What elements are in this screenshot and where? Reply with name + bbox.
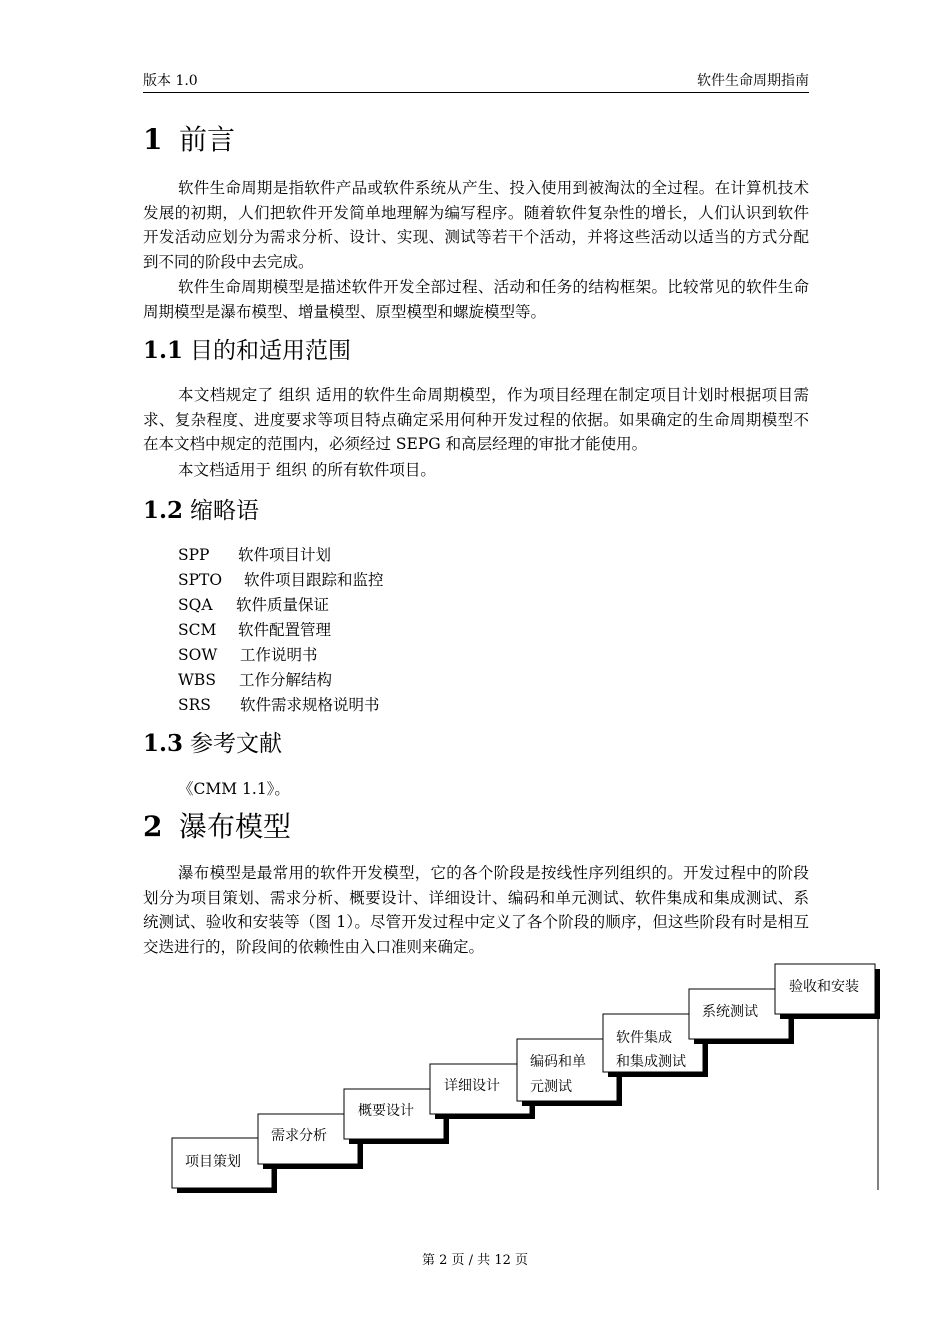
abbreviation: SPP xyxy=(178,546,210,564)
paragraph: 本文档规定了 组织 适用的软件生命周期模型，作为项目经理在制定项目计划时根据项目需求、复杂程度、进度要求等项目特点确定采用何种开发过程的依据。如果确定的生命周期模型不在本文档中规定的范围内，必须经过 SEPG 和高层经理的审批才能使用。 xyxy=(143,386,809,454)
paragraph: 软件生命周期是指软件产品或软件系统从产生、投入使用到被淘汰的全过程。在计算机技术发展的初期，人们把软件开发简单地理解为编写程序。随着软件复杂性的增长，人们认识到软件开发活动应划分为需求分析、设计、实现、测试等若干个活动，并将这些活动以适当的方式分配到不同的阶段中去完成。 xyxy=(143,179,809,272)
step-label: 项目策划 xyxy=(185,1154,241,1170)
abbreviation: SRS xyxy=(178,696,211,714)
abbreviation-meaning: 软件项目跟踪和监控 xyxy=(244,571,384,589)
step-label: 编码和单 xyxy=(530,1054,586,1070)
page-footer: 第 2 页 / 共 12 页 xyxy=(422,1253,528,1268)
section-number: 1.1 xyxy=(143,337,184,364)
section-title: 瀑布模型 xyxy=(179,810,292,843)
reference-item: 《CMM 1.1》。 xyxy=(178,780,290,798)
waterfall-step xyxy=(775,964,880,1019)
abbreviation: WBS xyxy=(178,671,216,689)
abbreviation-meaning: 软件项目计划 xyxy=(238,546,332,564)
step-label: 详细设计 xyxy=(444,1078,500,1094)
abbreviation-meaning: 软件质量保证 xyxy=(236,596,330,614)
section-title: 参考文献 xyxy=(190,731,282,757)
document-title: 软件生命周期指南 xyxy=(697,73,809,89)
abbreviation-meaning: 工作说明书 xyxy=(240,646,318,664)
section-number: 1 xyxy=(143,123,163,156)
step-label: 概要设计 xyxy=(358,1103,414,1119)
scope-line: 本文档适用于 组织 的所有软件项目。 xyxy=(178,461,436,479)
abbreviation: SPTO xyxy=(178,571,223,589)
version-label: 版本 1.0 xyxy=(143,73,198,89)
section-title: 缩略语 xyxy=(190,498,259,524)
section-number: 1.3 xyxy=(143,730,184,757)
step-label: 元测试 xyxy=(530,1079,572,1095)
section-title: 前言 xyxy=(179,123,236,156)
section-number: 1.2 xyxy=(143,497,184,524)
section-number: 2 xyxy=(143,810,163,843)
step-label: 系统测试 xyxy=(702,1004,758,1020)
abbreviation: SQA xyxy=(178,596,213,614)
abbreviation-meaning: 软件配置管理 xyxy=(238,621,332,639)
step-label: 需求分析 xyxy=(271,1128,327,1144)
step-label: 和集成测试 xyxy=(616,1054,686,1070)
step-label: 验收和安装 xyxy=(789,979,859,995)
abbreviation-meaning: 软件需求规格说明书 xyxy=(240,696,380,714)
abbreviation: SOW xyxy=(178,646,218,664)
abbreviation: SCM xyxy=(178,621,217,639)
paragraph: 软件生命周期模型是描述软件开发全部过程、活动和任务的结构框架。比较常见的软件生命周期模型是瀑布模型、增量模型、原型模型和螺旋模型等。 xyxy=(143,278,809,321)
abbreviation-meaning: 工作分解结构 xyxy=(239,671,333,689)
section-title: 目的和适用范围 xyxy=(190,338,351,364)
paragraph: 瀑布模型是最常用的软件开发模型，它的各个阶段是按线性序列组织的。开发过程中的阶段划分为项目策划、需求分析、概要设计、详细设计、编码和单元测试、软件集成和集成测试、系统测试、验收和安装等（图 1）。尽管开发过程中定义了各个阶段的顺序，但这些阶段有时是相互交迭进行的，阶段间的依赖性由入口准则来确定。 xyxy=(143,864,809,957)
step-label: 软件集成 xyxy=(616,1030,672,1046)
